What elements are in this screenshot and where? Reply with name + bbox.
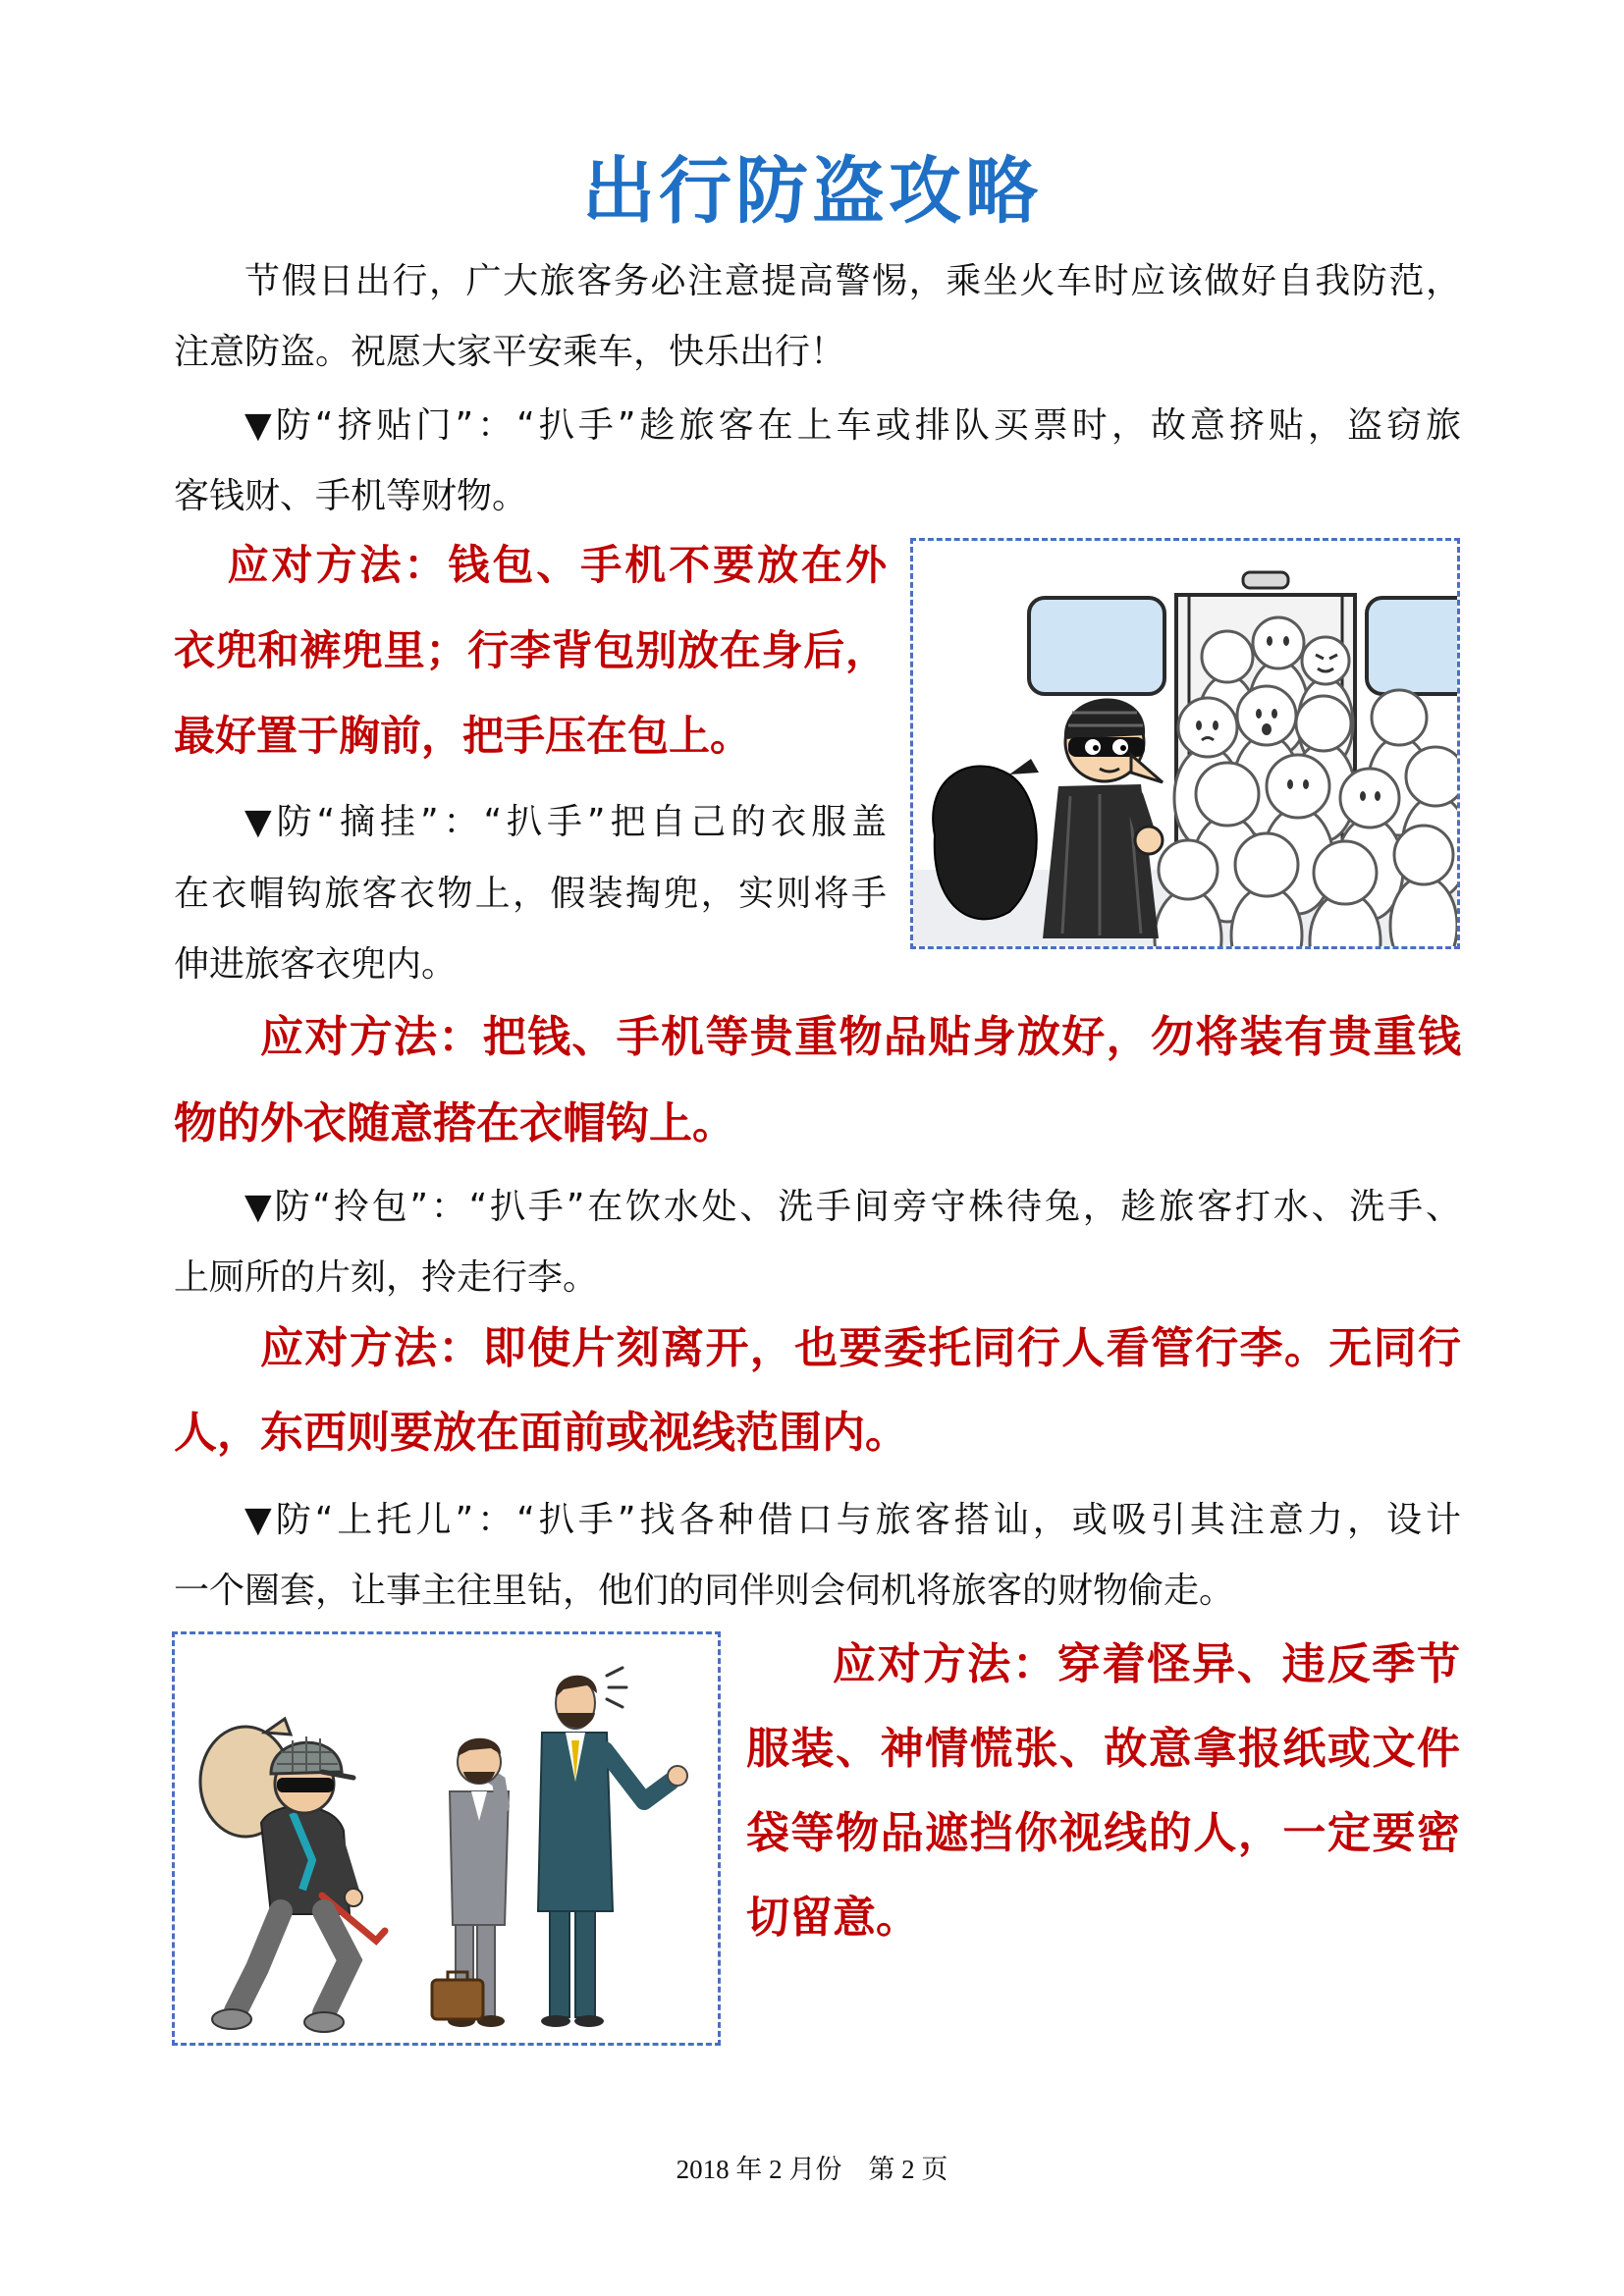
tip-2-countermeasure-line: 应对方法：把钱、手机等贵重物品贴身放好，勿将装有贵重钱 <box>260 1012 1461 1062</box>
tip-3-countermeasure <box>174 1307 1461 1475</box>
tip-2-warning-line: 伸进旅客衣兜内。 <box>174 944 458 985</box>
tip-3-warning <box>174 1172 1461 1313</box>
tip-1-countermeasure-line: 衣兜和裤兜里；行李背包别放在身后， <box>174 626 887 674</box>
page-title: 出行防盗攻略 <box>582 149 1042 234</box>
tip-2-warning-line: ▼防“摘挂”：“扒手”把自己的衣服盖 <box>244 802 887 842</box>
tip-1-warning <box>174 391 1461 532</box>
tip-2-countermeasure <box>174 994 1461 1167</box>
tip-4-countermeasure-line: 袋等物品遮挡你视线的人，一定要密 <box>746 1808 1460 1858</box>
con-artist-scene-icon <box>175 1634 718 2043</box>
tip-1-warning-line: ▼防“挤贴门”：“扒手”趁旅客在上车或排队买票时，故意挤贴，盗窃旅 <box>244 405 1461 446</box>
page-footer: 2018 年 2 月份 第 2 页 <box>676 2155 948 2184</box>
tip-1-countermeasure-line: 应对方法：钱包、手机不要放在外 <box>227 541 887 589</box>
intro-line: 节假日出行，广大旅客务必注意提高警惕，乘坐火车时应该做好自我防范， <box>244 261 1461 301</box>
tip-4-warning-line: 一个圈套，让事主往里钻，他们的同伴则会伺机将旅客的财物偷走。 <box>174 1571 1235 1611</box>
tip-2-countermeasure-line: 物的外衣随意搭在衣帽钩上。 <box>174 1098 735 1148</box>
tip-1-warning-line: 客钱财、手机等财物。 <box>174 476 528 516</box>
tip-4-warning <box>174 1485 1461 1627</box>
tip-4-warning-line: ▼防“上托儿”：“扒手”找各种借口与旅客搭讪，或吸引其注意力，设计 <box>244 1500 1461 1540</box>
tip-4-countermeasure <box>746 1623 1460 1960</box>
intro-line: 注意防盗。祝愿大家平安乘车，快乐出行！ <box>174 332 846 372</box>
tip-3-countermeasure-line: 人，东西则要放在面前或视线范围内。 <box>174 1408 908 1458</box>
tip-1-countermeasure-line: 最好置于胸前，把手压在包上。 <box>174 712 752 760</box>
train-window-left <box>1029 598 1164 694</box>
tip-4-countermeasure-line: 应对方法：穿着怪异、违反季节 <box>833 1639 1460 1689</box>
tip-2-warning <box>174 787 887 1001</box>
tip-4-countermeasure-line: 服装、神情慌张、故意拿报纸或文件 <box>746 1724 1460 1774</box>
intro-paragraph <box>174 246 1461 388</box>
pickpocket-in-crowd-illustration <box>910 538 1460 949</box>
tip-3-warning-line: ▼防“拎包”：“扒手”在饮水处、洗手间旁守株待兔，趁旅客打水、洗手、 <box>244 1187 1461 1227</box>
tip-2-warning-line: 在衣帽钩旅客衣物上，假装掏兜，实则将手 <box>174 873 887 914</box>
thief-and-businessmen-illustration <box>172 1631 721 2046</box>
crowd-scene-icon <box>913 541 1457 946</box>
briefcase <box>432 1972 483 2019</box>
tip-3-warning-line: 上厕所的片刻，拎走行李。 <box>174 1257 599 1298</box>
tip-1-countermeasure <box>174 522 887 778</box>
tip-4-countermeasure-line: 切留意。 <box>746 1893 919 1943</box>
train-window-right <box>1367 598 1457 694</box>
tip-3-countermeasure-line: 应对方法：即使片刻离开，也要委托同行人看管行李。无同行 <box>260 1323 1461 1373</box>
